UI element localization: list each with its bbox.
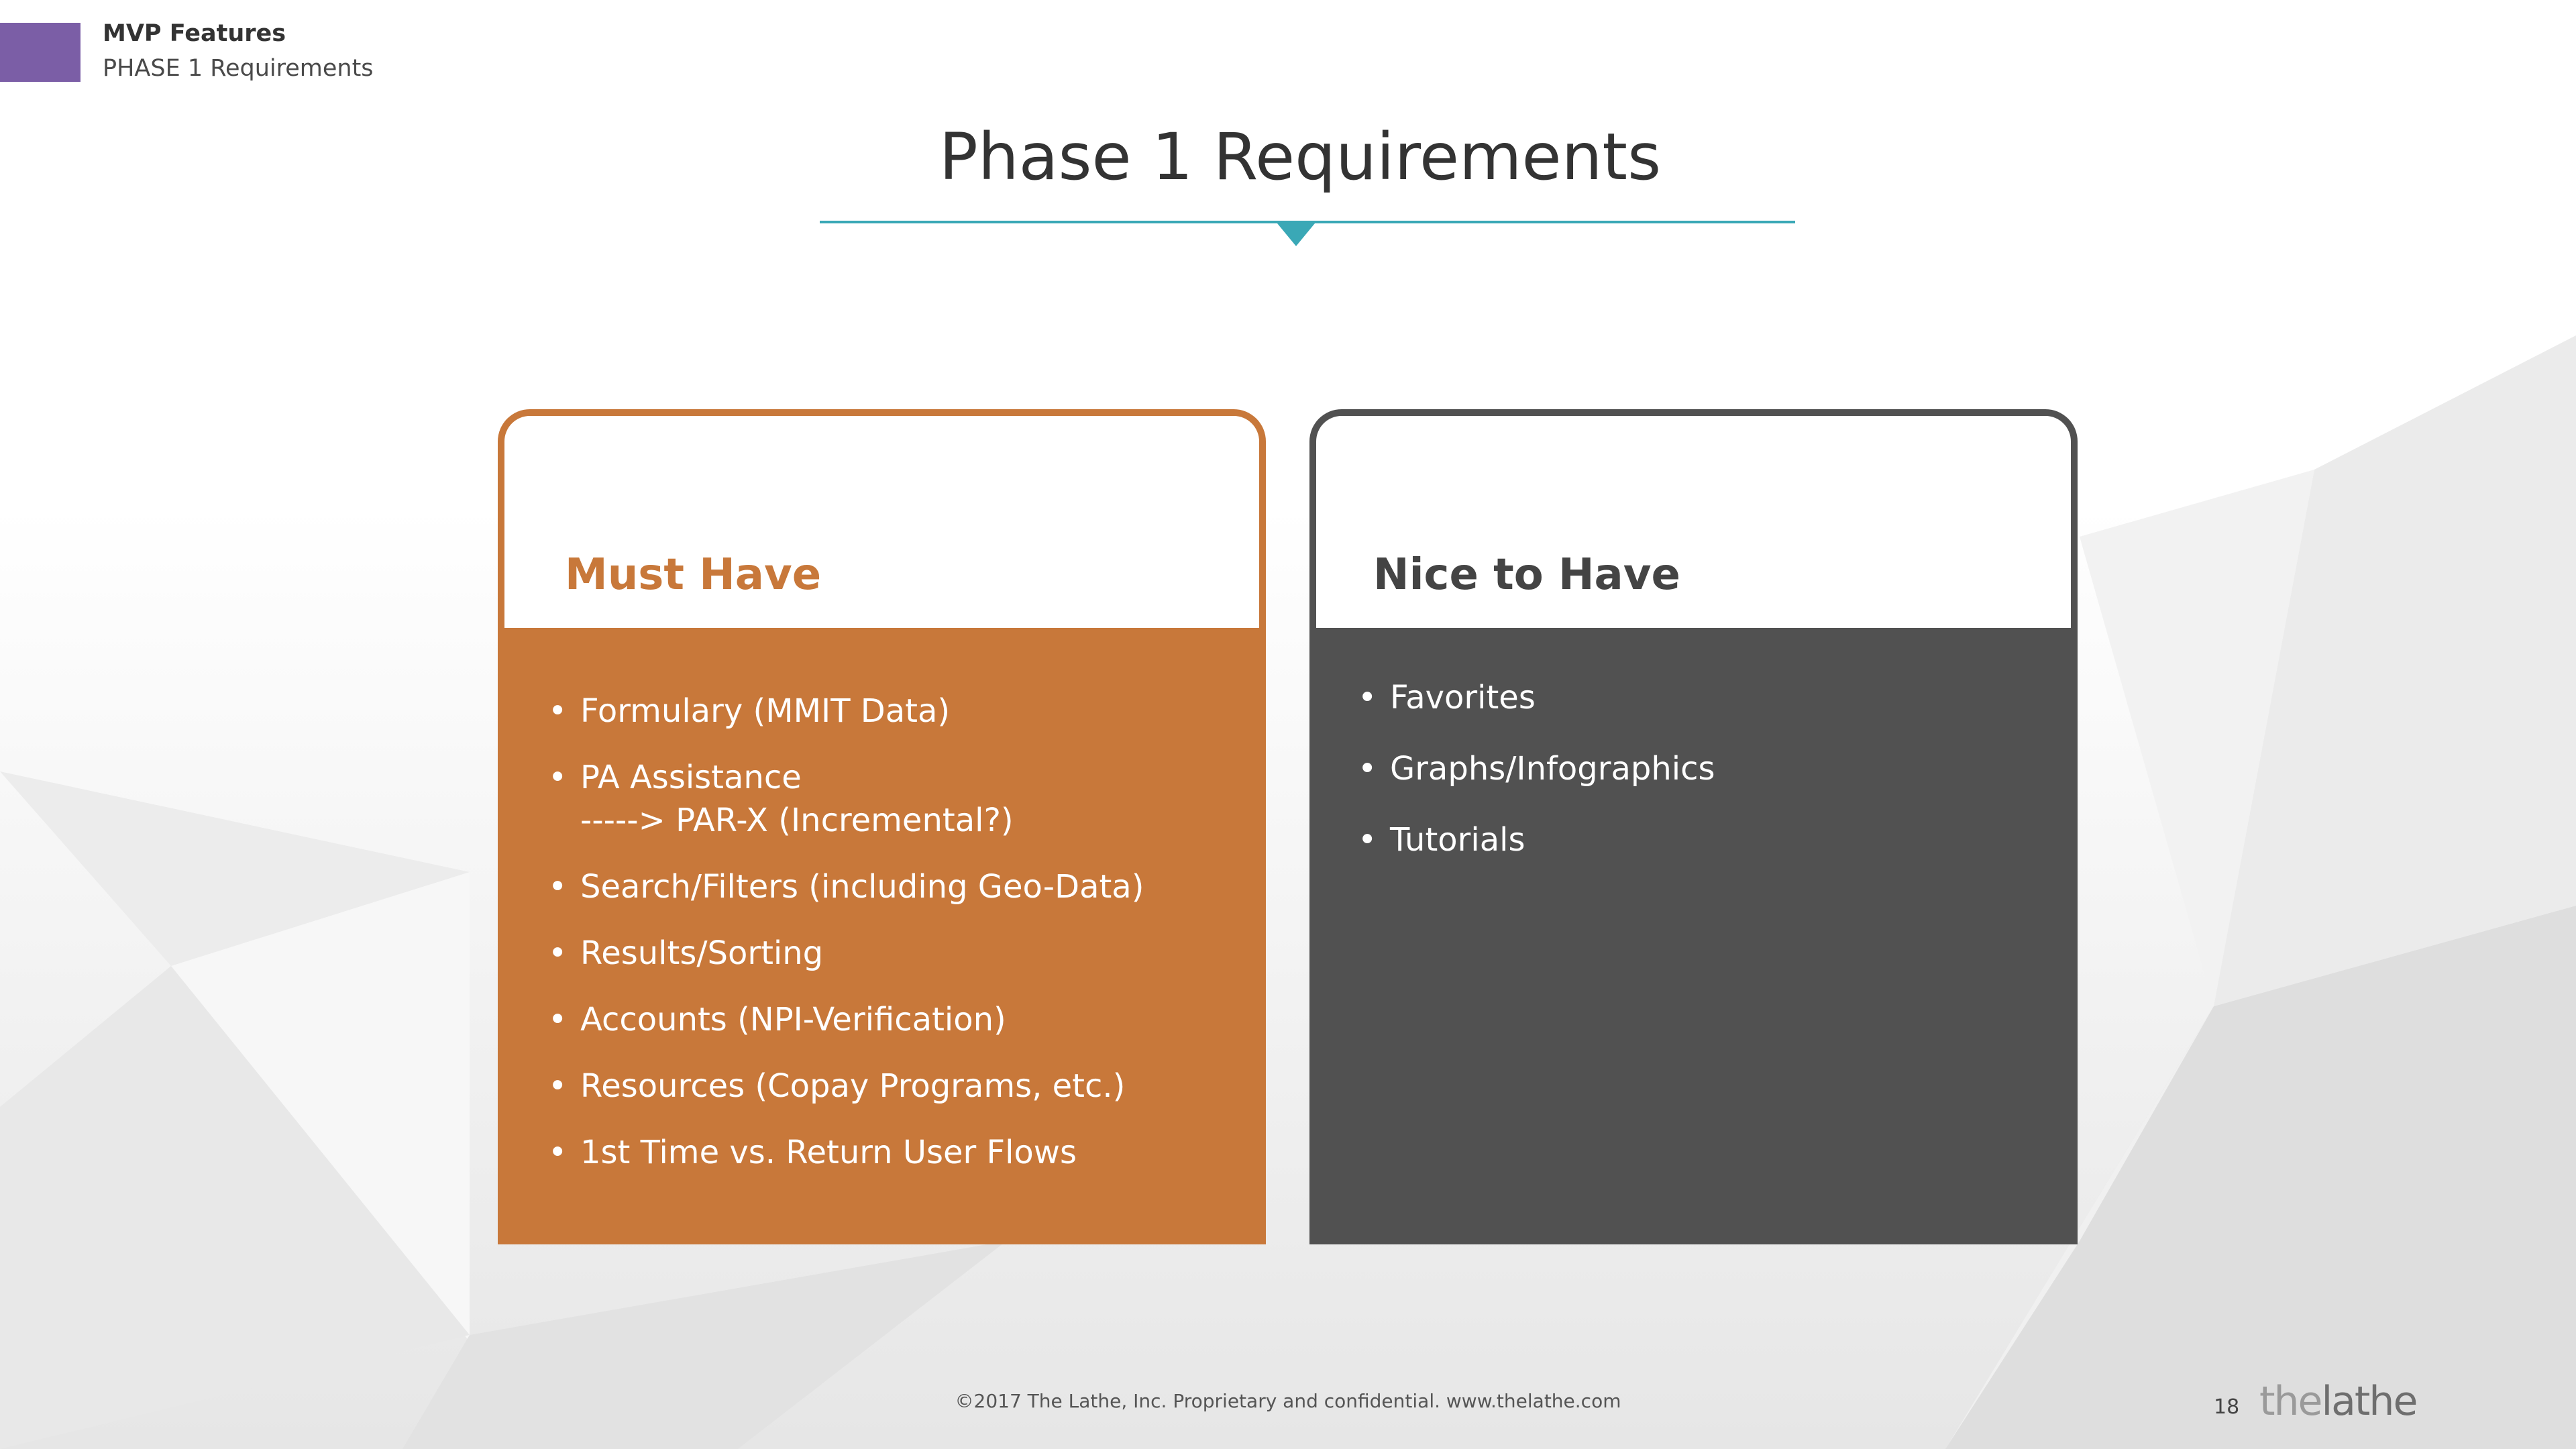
list-item (1358, 676, 1715, 719)
list-item (548, 865, 1144, 908)
nice-to-have-card (1309, 409, 2078, 1244)
list-item-text: Favorites (1390, 679, 1536, 716)
company-logo (2259, 1378, 2416, 1425)
bullet-icon: • (1358, 750, 1377, 788)
list-item (548, 1065, 1144, 1108)
section-color-tag (0, 23, 80, 82)
list-item (548, 932, 1144, 975)
logo-part-the: the (2259, 1378, 2322, 1425)
list-item (1358, 747, 1715, 790)
list-item-text: Search/Filters (including Geo-Data) (580, 868, 1144, 906)
list-item (1358, 818, 1715, 861)
bullet-icon: • (1358, 821, 1377, 859)
page-title: Phase 1 Requirements (938, 119, 1662, 195)
bullet-icon: • (1358, 679, 1377, 716)
must-have-card-header (498, 409, 1266, 631)
section-title: MVP Features (103, 20, 286, 47)
bullet-icon: • (548, 759, 568, 796)
page-number: 18 (2214, 1395, 2240, 1419)
must-have-list (548, 690, 1144, 1197)
list-item-text: Graphs/Infographics (1390, 750, 1715, 788)
bullet-icon: • (548, 868, 568, 906)
list-item-text: Tutorials (1390, 821, 1525, 859)
list-item (548, 998, 1144, 1041)
list-item (548, 1131, 1144, 1174)
footer-copyright: ©2017 The Lathe, Inc. Proprietary and confidential. www.thelathe.com (955, 1390, 1621, 1412)
list-item-text: 1st Time vs. Return User Flows (580, 1134, 1077, 1171)
list-item-text: Accounts (NPI-Verification) (580, 1001, 1006, 1038)
title-pointer-icon (1277, 223, 1315, 246)
bullet-icon: • (548, 934, 568, 972)
list-item-text: Results/Sorting (580, 934, 824, 972)
bullet-icon: • (548, 1067, 568, 1105)
list-item (548, 690, 1144, 733)
nice-to-have-title: Nice to Have (1373, 550, 1680, 600)
section-subtitle: PHASE 1 Requirements (103, 55, 374, 82)
list-item-text: Formulary (MMIT Data) (580, 692, 951, 730)
list-item-text: Resources (Copay Programs, etc.) (580, 1067, 1126, 1105)
nice-to-have-card-header (1309, 409, 2078, 631)
bullet-icon: • (548, 692, 568, 730)
must-have-title: Must Have (565, 550, 822, 600)
bullet-icon: • (548, 1001, 568, 1038)
list-item-text: PA Assistance (580, 759, 802, 796)
list-item-text: -----> PAR-X (Incremental?) (580, 802, 1014, 839)
bullet-icon: • (548, 1134, 568, 1171)
logo-part-lathe: lathe (2321, 1378, 2417, 1425)
list-item (548, 756, 1144, 842)
nice-to-have-list (1358, 676, 1715, 890)
must-have-card (498, 409, 1266, 1244)
